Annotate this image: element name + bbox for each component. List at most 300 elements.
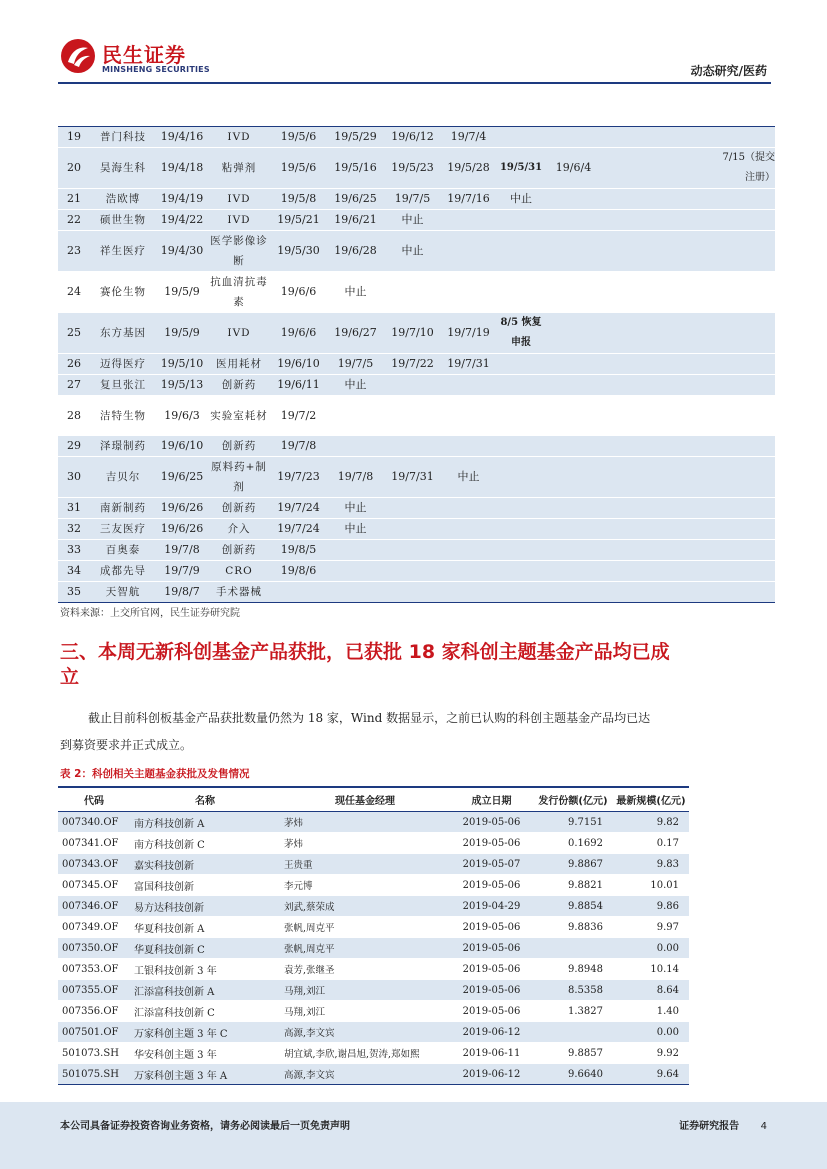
table-cell xyxy=(601,582,719,603)
table-cell: 天智航 xyxy=(90,582,156,603)
table-cell: 23 xyxy=(58,231,90,272)
inception-date: 2019-06-12 xyxy=(450,1064,533,1085)
table-row xyxy=(58,938,689,959)
table-cell xyxy=(719,375,775,396)
table-cell: 医学影像诊断 xyxy=(208,231,270,272)
table-cell xyxy=(546,231,601,272)
table-cell xyxy=(496,436,546,457)
table-cell xyxy=(327,540,384,561)
table-cell xyxy=(601,148,719,189)
table-cell xyxy=(719,189,775,210)
table-cell: 19/8/5 xyxy=(270,540,327,561)
table-cell: 19/5/21 xyxy=(270,210,327,231)
table-cell: 30 xyxy=(58,457,90,498)
fund-code: 501073.SH xyxy=(58,1043,130,1064)
latest-size: 9.92 xyxy=(613,1043,689,1064)
table-cell: 抗血清抗毒素 xyxy=(208,272,270,313)
table-cell xyxy=(601,540,719,561)
table-cell xyxy=(719,582,775,603)
inception-date: 2019-04-29 xyxy=(450,896,533,917)
table-cell: 19 xyxy=(58,127,90,148)
table-cell: 24 xyxy=(58,272,90,313)
table-row xyxy=(58,812,689,833)
table-cell: 吉贝尔 xyxy=(90,457,156,498)
table-row xyxy=(58,375,775,396)
table-cell xyxy=(441,396,496,436)
table-cell xyxy=(496,210,546,231)
table-cell xyxy=(441,436,496,457)
fund-code: 007501.OF xyxy=(58,1022,130,1043)
table-cell: 19/4/16 xyxy=(156,127,208,148)
latest-size: 10.14 xyxy=(613,959,689,980)
table-cell: 19/5/8 xyxy=(270,189,327,210)
table-cell xyxy=(719,457,775,498)
fund-code: 007345.OF xyxy=(58,875,130,896)
issue-size: 9.8857 xyxy=(533,1043,613,1064)
table-cell: 19/6/27 xyxy=(327,313,384,354)
fund-manager: 高源,李文宾 xyxy=(280,1022,450,1043)
table-cell xyxy=(546,127,601,148)
table-cell: 25 xyxy=(58,313,90,354)
table-cell xyxy=(601,396,719,436)
footer-disclaimer: 本公司具备证券投资咨询业务资格，请务必阅读最后一页免责声明 xyxy=(60,1121,350,1132)
table-cell: 普门科技 xyxy=(90,127,156,148)
table-cell: 浩欧博 xyxy=(90,189,156,210)
table-cell: 19/5/30 xyxy=(270,231,327,272)
brand-name-cn: 民生证券 xyxy=(102,43,186,67)
table-cell: 成都先导 xyxy=(90,561,156,582)
fund-manager: 茅炜 xyxy=(280,812,450,833)
table-cell: 19/6/6 xyxy=(270,272,327,313)
table-cell: 中止 xyxy=(327,519,384,540)
table-cell xyxy=(441,231,496,272)
table-row xyxy=(58,875,689,896)
table-cell: 19/7/16 xyxy=(441,189,496,210)
table-cell xyxy=(327,561,384,582)
inception-date: 2019-05-06 xyxy=(450,917,533,938)
table-cell: 19/5/13 xyxy=(156,375,208,396)
table-cell xyxy=(719,313,775,354)
table-cell: 19/6/25 xyxy=(327,189,384,210)
fund-manager: 马翔,刘江 xyxy=(280,980,450,1001)
table-row xyxy=(58,396,775,436)
table-row xyxy=(58,896,689,917)
table-cell xyxy=(546,396,601,436)
table-cell: 20 xyxy=(58,148,90,189)
latest-size: 1.40 xyxy=(613,1001,689,1022)
table-cell: IVD xyxy=(208,313,270,354)
fund-manager: 王贵重 xyxy=(280,854,450,875)
table-cell: 19/8/7 xyxy=(156,582,208,603)
table-cell xyxy=(601,561,719,582)
fund-manager: 张帆,周克平 xyxy=(280,917,450,938)
fund-code: 007340.OF xyxy=(58,812,130,833)
table-cell xyxy=(384,396,441,436)
table-cell xyxy=(546,457,601,498)
table-cell: 8/5 恢复申报 xyxy=(496,313,546,354)
table-cell: 祥生医疗 xyxy=(90,231,156,272)
fund-name: 万家科创主题 3 年 C xyxy=(130,1022,280,1043)
table-cell: 21 xyxy=(58,189,90,210)
table-row xyxy=(58,540,775,561)
table-cell: 原料药+制剂 xyxy=(208,457,270,498)
table-cell: 三友医疗 xyxy=(90,519,156,540)
table-cell: 19/7/2 xyxy=(270,396,327,436)
section-heading: 三、本周无新科创基金产品获批，已获批 18 家科创主题基金产品均已成立 xyxy=(60,641,670,688)
table-cell xyxy=(496,375,546,396)
fund-code: 007350.OF xyxy=(58,938,130,959)
table-cell xyxy=(496,519,546,540)
table-cell: 创新药 xyxy=(208,540,270,561)
table-cell: 赛伦生物 xyxy=(90,272,156,313)
table-cell: 19/5/29 xyxy=(327,127,384,148)
table-row xyxy=(58,354,775,375)
table-cell: 19/7/8 xyxy=(270,436,327,457)
table-cell: 19/5/9 xyxy=(156,272,208,313)
table-cell: 19/6/26 xyxy=(156,498,208,519)
table-cell xyxy=(496,354,546,375)
table-cell xyxy=(601,189,719,210)
logo-mark-icon xyxy=(60,38,96,74)
latest-size: 9.83 xyxy=(613,854,689,875)
table-cell xyxy=(546,313,601,354)
table-cell xyxy=(601,375,719,396)
fund-name: 华夏科技创新 C xyxy=(130,938,280,959)
table-cell: 粘弹剂 xyxy=(208,148,270,189)
table-cell: 19/6/26 xyxy=(156,519,208,540)
inception-date: 2019-05-06 xyxy=(450,833,533,854)
fund-code: 007355.OF xyxy=(58,980,130,1001)
table-cell xyxy=(601,127,719,148)
table-row xyxy=(58,189,775,210)
table-cell: 19/7/24 xyxy=(270,498,327,519)
table-cell: 中止 xyxy=(327,375,384,396)
table-row xyxy=(58,959,689,980)
table1-source: 资料来源：上交所官网，民生证券研究院 xyxy=(60,608,240,619)
table-cell: 19/7/31 xyxy=(384,457,441,498)
table-cell: 19/6/4 xyxy=(546,148,601,189)
fund-code: 007346.OF xyxy=(58,896,130,917)
table-cell xyxy=(441,540,496,561)
table-cell: 19/7/19 xyxy=(441,313,496,354)
fund-manager: 高源,李文宾 xyxy=(280,1064,450,1085)
table-cell xyxy=(496,272,546,313)
table-cell: 19/6/10 xyxy=(270,354,327,375)
table-cell xyxy=(601,457,719,498)
table-cell xyxy=(441,582,496,603)
header-name: 名称 xyxy=(130,787,280,812)
table-cell: 26 xyxy=(58,354,90,375)
table-cell xyxy=(441,375,496,396)
table-cell: 中止 xyxy=(441,457,496,498)
table-cell: 洁特生物 xyxy=(90,396,156,436)
fund-name: 华夏科技创新 A xyxy=(130,917,280,938)
footer-band xyxy=(0,1102,827,1169)
fund-code: 501075.SH xyxy=(58,1064,130,1085)
table-cell xyxy=(546,582,601,603)
table-cell: 19/7/23 xyxy=(270,457,327,498)
table-cell xyxy=(496,582,546,603)
table-cell: 22 xyxy=(58,210,90,231)
table-cell: 创新药 xyxy=(208,375,270,396)
table-row xyxy=(58,272,775,313)
table-cell xyxy=(546,189,601,210)
table-cell xyxy=(719,519,775,540)
fund-code: 007343.OF xyxy=(58,854,130,875)
table-cell: 19/7/5 xyxy=(327,354,384,375)
table-cell xyxy=(719,210,775,231)
inception-date: 2019-05-07 xyxy=(450,854,533,875)
fund-code: 007341.OF xyxy=(58,833,130,854)
page-number: 4 xyxy=(760,1121,767,1132)
table-cell: 33 xyxy=(58,540,90,561)
fund-name: 南方科技创新 A xyxy=(130,812,280,833)
table-cell: 19/5/6 xyxy=(270,148,327,189)
table-cell: 手术器械 xyxy=(208,582,270,603)
fund-name: 易方达科技创新 xyxy=(130,896,280,917)
table-cell: 南新制药 xyxy=(90,498,156,519)
inception-date: 2019-05-06 xyxy=(450,938,533,959)
table-cell xyxy=(546,375,601,396)
table-cell: 19/5/31 xyxy=(496,148,546,189)
fund-name: 南方科技创新 C xyxy=(130,833,280,854)
latest-size: 9.86 xyxy=(613,896,689,917)
table-cell xyxy=(601,354,719,375)
header-latest-size: 最新规模(亿元) xyxy=(613,787,689,812)
table-row xyxy=(58,1022,689,1043)
header-date: 成立日期 xyxy=(450,787,533,812)
table-row xyxy=(58,436,775,457)
issue-size: 9.7151 xyxy=(533,812,613,833)
table-cell xyxy=(546,561,601,582)
table-cell xyxy=(601,519,719,540)
issue-size: 9.8867 xyxy=(533,854,613,875)
table-cell xyxy=(601,498,719,519)
table-cell xyxy=(546,210,601,231)
table-row xyxy=(58,582,775,603)
table-cell: 19/5/16 xyxy=(327,148,384,189)
table-cell: IVD xyxy=(208,127,270,148)
table-cell: 19/6/11 xyxy=(270,375,327,396)
table-cell: 中止 xyxy=(327,272,384,313)
fund-manager: 李元博 xyxy=(280,875,450,896)
fund-manager: 茅炜 xyxy=(280,833,450,854)
table-cell xyxy=(601,210,719,231)
fund-name: 富国科技创新 xyxy=(130,875,280,896)
table-cell: 中止 xyxy=(384,210,441,231)
table-cell: 东方基因 xyxy=(90,313,156,354)
table-cell: 27 xyxy=(58,375,90,396)
table-cell xyxy=(496,498,546,519)
table-cell xyxy=(546,436,601,457)
table-cell xyxy=(496,457,546,498)
table-cell: IVD xyxy=(208,189,270,210)
issue-size: 9.8854 xyxy=(533,896,613,917)
table-cell xyxy=(441,210,496,231)
fund-code: 007353.OF xyxy=(58,959,130,980)
footer-right xyxy=(679,1117,767,1132)
fund-name: 万家科创主题 3 年 A xyxy=(130,1064,280,1085)
table-header-row xyxy=(58,787,689,812)
table-row xyxy=(58,561,775,582)
section-paragraph: 截止目前科创板基金产品获批数量仍然为 18 家，Wind 数据显示，之前已认购的科创主题基金产品均已达到募资要求并正式成立。 xyxy=(60,711,651,752)
table-row xyxy=(58,519,775,540)
table-cell: 19/4/19 xyxy=(156,189,208,210)
table-cell: 昊海生科 xyxy=(90,148,156,189)
table-cell xyxy=(719,354,775,375)
table2-caption: 表 2：科创相关主题基金获批及发售情况 xyxy=(60,768,250,780)
table-cell: 中止 xyxy=(384,231,441,272)
table-cell xyxy=(441,272,496,313)
table-row xyxy=(58,854,689,875)
inception-date: 2019-05-06 xyxy=(450,812,533,833)
fund-manager: 胡宜斌,李欣,谢昌旭,贺涛,郑如熙 xyxy=(280,1043,450,1064)
table-cell: 7/15（提交注册） xyxy=(719,148,775,189)
inception-date: 2019-05-06 xyxy=(450,980,533,1001)
fund-code: 007349.OF xyxy=(58,917,130,938)
table-cell xyxy=(496,561,546,582)
table-row xyxy=(58,313,775,354)
table-cell xyxy=(719,561,775,582)
table-cell xyxy=(496,396,546,436)
inception-date: 2019-06-12 xyxy=(450,1022,533,1043)
table-cell xyxy=(719,498,775,519)
latest-size: 9.82 xyxy=(613,812,689,833)
table-cell: 19/4/22 xyxy=(156,210,208,231)
table-row xyxy=(58,231,775,272)
table-cell: 19/6/12 xyxy=(384,127,441,148)
table-cell xyxy=(719,540,775,561)
table-cell xyxy=(441,561,496,582)
table-cell xyxy=(546,354,601,375)
table-cell: 19/7/10 xyxy=(384,313,441,354)
table-cell xyxy=(384,436,441,457)
table-cell xyxy=(601,231,719,272)
table-cell xyxy=(601,436,719,457)
table-row xyxy=(58,917,689,938)
table-cell: 19/7/4 xyxy=(441,127,496,148)
issue-size: 1.3827 xyxy=(533,1001,613,1022)
table-row xyxy=(58,498,775,519)
latest-size: 0.00 xyxy=(613,1022,689,1043)
inception-date: 2019-05-06 xyxy=(450,875,533,896)
table-cell xyxy=(384,272,441,313)
table-cell xyxy=(384,540,441,561)
table-cell: 泽璟制药 xyxy=(90,436,156,457)
table-row xyxy=(58,1043,689,1064)
fund-name: 汇添富科技创新 C xyxy=(130,1001,280,1022)
table-cell xyxy=(719,272,775,313)
table-cell: 19/4/30 xyxy=(156,231,208,272)
table-cell xyxy=(384,561,441,582)
table-row xyxy=(58,457,775,498)
inception-date: 2019-06-11 xyxy=(450,1043,533,1064)
latest-size: 9.97 xyxy=(613,917,689,938)
issue-size: 9.6640 xyxy=(533,1064,613,1085)
table-cell: 医用耗材 xyxy=(208,354,270,375)
table-cell xyxy=(270,582,327,603)
table-cell xyxy=(546,519,601,540)
table-cell: 19/5/28 xyxy=(441,148,496,189)
fund-manager: 刘武,蔡荣成 xyxy=(280,896,450,917)
table-cell xyxy=(384,375,441,396)
issue-size: 0.1692 xyxy=(533,833,613,854)
table-cell: 19/7/8 xyxy=(327,457,384,498)
inception-date: 2019-05-06 xyxy=(450,1001,533,1022)
table-row xyxy=(58,210,775,231)
table-cell: 百奥泰 xyxy=(90,540,156,561)
table-cell: 创新药 xyxy=(208,498,270,519)
fund-manager: 张帆,周克平 xyxy=(280,938,450,959)
fund-manager: 袁芳,张继圣 xyxy=(280,959,450,980)
table-cell: 28 xyxy=(58,396,90,436)
table-cell xyxy=(496,127,546,148)
table-cell xyxy=(719,396,775,436)
report-section-label: 动态研究/医药 xyxy=(690,64,767,78)
table-cell: 中止 xyxy=(327,498,384,519)
table-row xyxy=(58,980,689,1001)
header-issue-size: 发行份额(亿元) xyxy=(533,787,613,812)
fund-code: 007356.OF xyxy=(58,1001,130,1022)
latest-size: 0.17 xyxy=(613,833,689,854)
fund-name: 华安科创主题 3 年 xyxy=(130,1043,280,1064)
table-cell: 硕世生物 xyxy=(90,210,156,231)
table-cell: 19/6/10 xyxy=(156,436,208,457)
latest-size: 9.64 xyxy=(613,1064,689,1085)
table-cell: 19/6/28 xyxy=(327,231,384,272)
ipo-progress-table xyxy=(58,127,775,603)
table-cell xyxy=(546,498,601,519)
table-cell: 19/7/22 xyxy=(384,354,441,375)
table-row xyxy=(58,1001,689,1022)
table-cell: 19/6/21 xyxy=(327,210,384,231)
table-cell xyxy=(719,231,775,272)
table-cell: 34 xyxy=(58,561,90,582)
latest-size: 0.00 xyxy=(613,938,689,959)
table-cell: 19/7/5 xyxy=(384,189,441,210)
table-cell: 19/7/24 xyxy=(270,519,327,540)
table-cell: 迈得医疗 xyxy=(90,354,156,375)
fund-manager: 马翔,刘江 xyxy=(280,1001,450,1022)
table-cell: 19/6/3 xyxy=(156,396,208,436)
table-cell: 31 xyxy=(58,498,90,519)
fund-name: 汇添富科技创新 A xyxy=(130,980,280,1001)
latest-size: 8.64 xyxy=(613,980,689,1001)
table-row xyxy=(58,833,689,854)
table-cell xyxy=(496,540,546,561)
table-cell: CRO xyxy=(208,561,270,582)
issue-size xyxy=(533,938,613,959)
table-row xyxy=(58,148,775,189)
issue-size: 9.8821 xyxy=(533,875,613,896)
table-row xyxy=(58,1064,689,1085)
table-cell: 19/5/6 xyxy=(270,127,327,148)
table-cell: 19/5/23 xyxy=(384,148,441,189)
brand-name-en: MINSHENG SECURITIES xyxy=(102,65,210,74)
table-cell: IVD xyxy=(208,210,270,231)
table-cell: 中止 xyxy=(496,189,546,210)
table-cell xyxy=(441,498,496,519)
footer-report-type: 证券研究报告 xyxy=(679,1121,740,1132)
table-cell: 32 xyxy=(58,519,90,540)
table-cell xyxy=(719,436,775,457)
table-cell xyxy=(601,272,719,313)
issue-size: 8.5358 xyxy=(533,980,613,1001)
table-cell: 介入 xyxy=(208,519,270,540)
header-code: 代码 xyxy=(58,787,130,812)
table-cell xyxy=(719,127,775,148)
table-cell xyxy=(327,396,384,436)
